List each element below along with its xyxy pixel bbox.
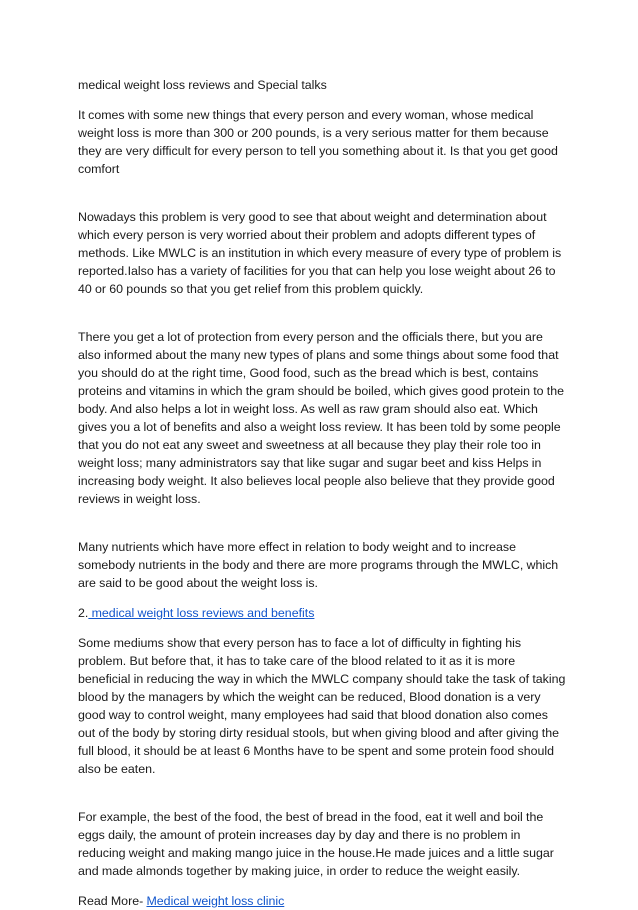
read-more-prefix: Read More-: [78, 894, 147, 908]
paragraph-protection: There you get a lot of protection from every person and the officials there, but you are also informed about the many new types of plans and some things about some food that you should do at the right time, Good food, such as the bread which is best, contains proteins and vitamins in which the gram should be boiled, which gives good protein to the body. And also helps a lot in weight loss. As well as raw gram should also eat. Which gives you a lot of benefits and also a weight loss review. It has been told by some people that you do not eat any sweet and sweetness at all because they play their role too in weight loss; many administrators say that like sugar and sugar beet and kiss Helps in increasing body weight. It also believes local people also believe that they provide good reviews in weight loss.: [78, 330, 565, 506]
section-2-heading: [78, 604, 568, 622]
paragraph-mwlc: Nowadays this problem is very good to see that about weight and determination about which every person is very worried about their problem and adopts different types of methods. Like MWLC is an institution in which every measure of every type of problem is reported.Ialso has a variety of facilities for you that can help you lose weight about 26 to 40 or 60 pounds so that you get relief from this problem quickly.: [78, 210, 562, 296]
clinic-link[interactable]: Medical weight loss clinic: [146, 894, 285, 908]
read-more-line: [78, 892, 568, 910]
paragraph-nutrients: Many nutrients which have more effect in relation to body weight and to increase somebody nutrients in the body and there are more programs through the MWLC, which are said to be good about the weight loss is.: [78, 540, 559, 590]
document-title: medical weight loss reviews and Special talks: [78, 78, 327, 92]
benefits-link[interactable]: medical weight loss reviews and benefits: [88, 606, 315, 620]
paragraph-blood: Some mediums show that every person has to face a lot of difficulty in fighting his problem. But before that, it has to take care of the blood related to it as it is more beneficial in reducing the way in which the MWLC company should take the task of taking blood by the managers by which the weight can be reduced, Blood donation is a very good way to control weight, many employees had said that blood donation also comes out of the body by storing dirty residual stools, but when giving blood and after giving the full blood, it should be at least 6 Months have to be spent and some protein food should also be eaten.: [78, 636, 566, 776]
paragraph-intro: It comes with some new things that every person and every woman, whose medical weight loss is more than 300 or 200 pounds, is a very serious matter for them because they are very difficult for every person to tell you something about it. Is that you get good comfort: [78, 108, 558, 176]
section-2-number: 2.: [78, 606, 89, 620]
paragraph-example: For example, the best of the food, the best of bread in the food, eat it well and boil the eggs daily, the amount of protein increases day by day and there is no problem in reducing weight and making mango juice in the house.He made juices and a little sugar and made almonds together by making juice, in order to reduce the weight easily.: [78, 810, 554, 878]
